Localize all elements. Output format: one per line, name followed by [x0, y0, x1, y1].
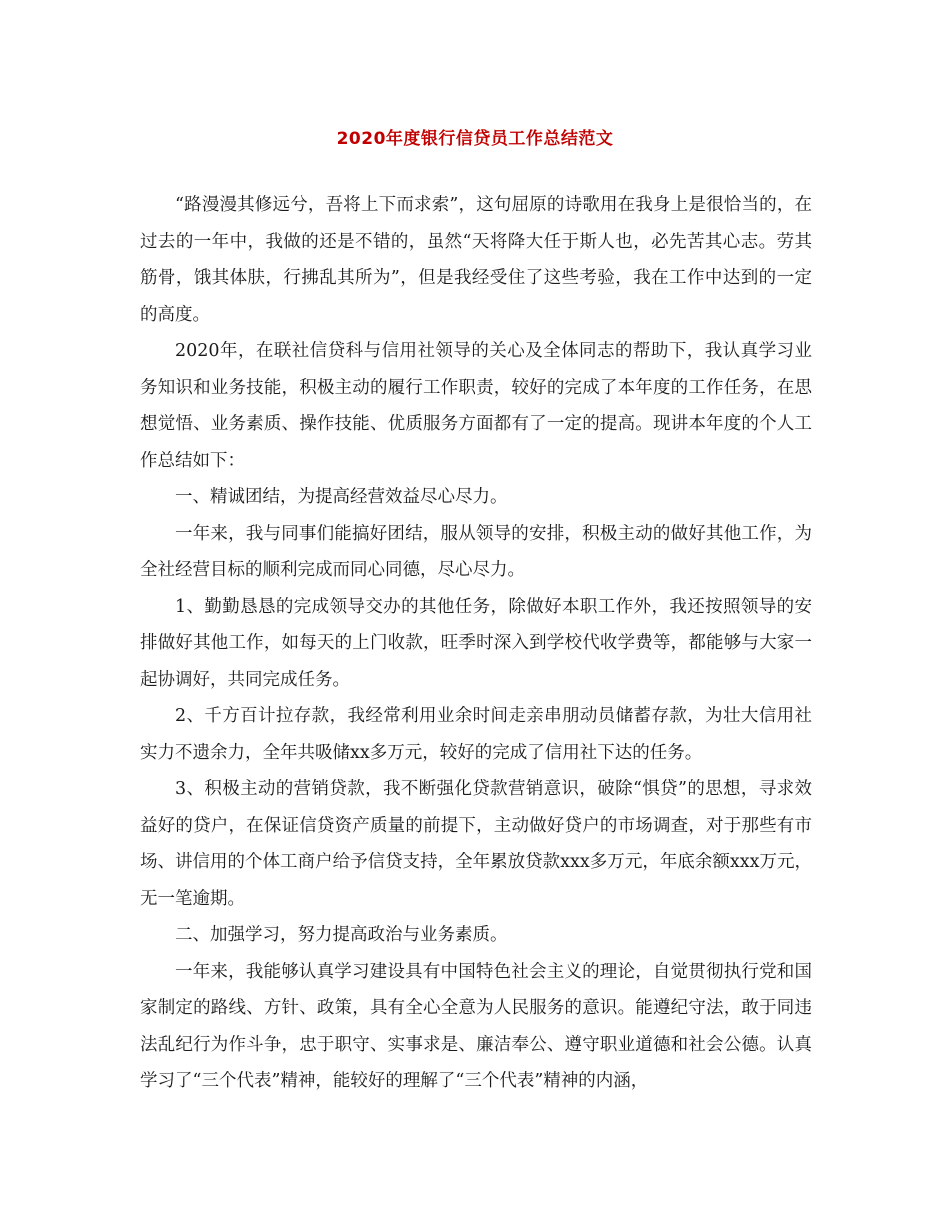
section-heading-2: 二、加强学习，努力提高政治与业务素质。 [175, 925, 508, 945]
list-item-2: 2、千方百计拉存款，我经常利用业余时间走亲串朋动员储蓄存款，为壮大信用社实力不遗余力，全年共吸储xx多万元，较好的完成了信用社下达的任务。 [140, 706, 812, 763]
document-body [140, 187, 812, 1100]
paragraph-teamwork: 一年来，我与同事们能搞好团结，服从领导的安排，积极主动的做好其他工作，为全社经营目标的顺利完成而同心同德，尽心尽力。 [140, 523, 812, 580]
paragraph-study: 一年来，我能够认真学习建设具有中国特色社会主义的理论，自觉贯彻执行党和国家制定的路线、方针、政策，具有全心全意为人民服务的意识。能遵纪守法，敢于同违法乱纪行为作斗争，忠于职守、实事求是、廉洁奉公、遵守职业道德和社会公德。认真学习了“三个代表”精神，能较好的理解了“三个代表”精神的内涵， [140, 961, 812, 1091]
paragraph-intro: “路漫漫其修远兮，吾将上下而求索”，这句屈原的诗歌用在我身上是很恰当的，在过去的一年中，我做的还是不错的，虽然“天将降大任于斯人也，必先苦其心志。劳其筋骨，饿其体肤，行拂乱其所为”，但是我经受住了这些考验，我在工作中达到的一定的高度。 [140, 195, 812, 325]
paragraph-overview: 2020年，在联社信贷科与信用社领导的关心及全体同志的帮助下，我认真学习业务知识和业务技能，积极主动的履行工作职责，较好的完成了本年度的工作任务，在思想觉悟、业务素质、操作技能、优质服务方面都有了一定的提高。现讲本年度的个人工作总结如下： [140, 341, 812, 471]
list-item-3: 3、积极主动的营销贷款，我不断强化贷款营销意识，破除“惧贷”的思想，寻求效益好的贷户，在保证信贷资产质量的前提下，主动做好贷户的市场调查，对于那些有市场、讲信用的个体工商户给予信贷支持，全年累放贷款xxx多万元，年底余额xxx万元，无一笔逾期。 [140, 779, 812, 909]
list-item-1: 1、勤勤恳恳的完成领导交办的其他任务，除做好本职工作外，我还按照领导的安排做好其他工作，如每天的上门收款，旺季时深入到学校代收学费等，都能够与大家一起协调好，共同完成任务。 [140, 596, 812, 690]
section-heading-1: 一、精诚团结，为提高经营效益尽心尽力。 [175, 487, 508, 507]
document-title: 2020年度银行信贷员工作总结范文 [336, 129, 614, 149]
